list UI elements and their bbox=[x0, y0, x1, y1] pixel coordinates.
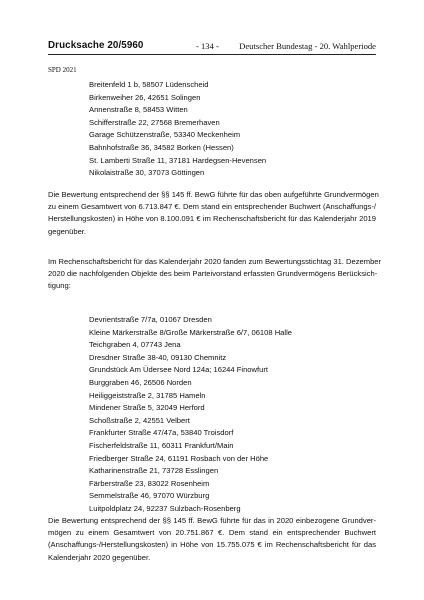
paragraph-line: zu einem Gesamtwert von 6.713.847 €. Dem stand ein entsprechender Buchwert (Anschaffungs-/ bbox=[48, 202, 376, 212]
address-list-2019 bbox=[89, 79, 266, 180]
party-year-label: SPD 2021 bbox=[48, 66, 77, 74]
paragraph-line: mögen zu einem Gesamtwert von 20.751.867 €. Dem stand ein entsprechender Buchwert bbox=[48, 528, 376, 538]
paragraph-line: Im Rechenschaftsbericht für das Kalenderjahr 2020 fanden zum Bewertungsstichtag 31. Dezember bbox=[48, 257, 382, 266]
address-item: Schoßstraße 2, 42551 Velbert bbox=[89, 415, 190, 425]
address-item: Breitenfeld 1 b, 58507 Lüdenscheid bbox=[89, 80, 209, 89]
address-item: Birkenweiher 26, 42651 Solingen bbox=[89, 92, 201, 102]
paragraph-line: Herstellungskosten) in Höhe von 8.100.091 € im Rechenschaftsbericht für das Kalenderjahr 2019 bbox=[48, 214, 376, 224]
doc-number: Drucksache 20/5960 bbox=[48, 40, 144, 51]
address-item: Annenstraße 8, 58453 Witten bbox=[89, 105, 188, 115]
address-item: Katharinenstraße 21, 73728 Esslingen bbox=[89, 466, 219, 476]
paragraph-line: Die Bewertung entsprechend der §§ 145 ff. BewG führte für das oben aufgeführte Grundvermögen bbox=[48, 190, 379, 199]
header-rule bbox=[48, 54, 376, 55]
address-item: Friedberger Straße 24, 61191 Rosbach von der Höhe bbox=[89, 453, 269, 463]
address-item: Färberstraße 23, 83022 Rosenheim bbox=[89, 478, 210, 488]
paragraph-line: tigung: bbox=[48, 281, 71, 291]
header-source: Deutscher Bundestag - 20. Wahlperiode bbox=[239, 41, 376, 51]
address-item: St. Lamberti Straße 11, 37181 Hardegsen-Hevensen bbox=[89, 155, 267, 165]
address-item: Mindener Straße 5, 32049 Herford bbox=[89, 403, 205, 413]
address-item: Schifferstraße 22, 27568 Bremerhaven bbox=[89, 117, 220, 127]
address-item: Devrientstraße 7/7a, 01067 Dresden bbox=[89, 315, 212, 324]
address-item: Heiliggeiststraße 2, 31785 Hameln bbox=[89, 390, 206, 400]
paragraph-line: (Anschaffungs-/Herstellungskosten) in Höhe von 15.755.075 € im Rechenschaftsbericht für das bbox=[48, 540, 376, 550]
address-item: Garage Schützenstraße, 53340 Meckenheim bbox=[89, 130, 241, 140]
valuation-paragraph-2019 bbox=[48, 189, 379, 238]
paragraph-line: gegenüber. bbox=[48, 226, 87, 236]
address-item: Luitpoldplatz 24, 92237 Sulzbach-Rosenberg bbox=[89, 503, 241, 513]
page-number: - 134 - bbox=[196, 41, 219, 51]
address-item: Fischerfeldstraße 11, 60311 Frankfurt/Main bbox=[89, 440, 234, 450]
paragraph-line: Die Bewertung entsprechend der §§ 145 ff. BewG führte für das in 2020 einbezogene Grundver- bbox=[48, 516, 376, 525]
page-header bbox=[48, 40, 376, 54]
intro-paragraph-2020 bbox=[48, 256, 382, 293]
address-item: Nikolaistraße 30, 37073 Göttingen bbox=[89, 168, 205, 178]
address-item: Grundstück Am Üdersee Nord 124a; 16244 Finowfurt bbox=[89, 365, 268, 375]
paragraph-line: Kalenderjahr 2020 gegenüber. bbox=[48, 552, 151, 562]
address-item: Teichgraben 4, 07743 Jena bbox=[89, 340, 181, 350]
address-list-2020 bbox=[89, 314, 292, 516]
address-item: Semmelstraße 46, 97070 Würzburg bbox=[89, 491, 210, 501]
paragraph-line: 2020 die nachfolgenden Objekte des beim Parteivorstand erfassten Grundvermögens Berücksich- bbox=[48, 269, 378, 279]
address-item: Dresdner Straße 38-40, 09130 Chemnitz bbox=[89, 352, 227, 362]
valuation-paragraph-2020 bbox=[48, 515, 376, 564]
address-item: Kleine Märkerstraße 8/Große Märkerstraße 6/7, 06108 Halle bbox=[89, 327, 293, 337]
address-item: Burggraben 46, 26506 Norden bbox=[89, 377, 192, 387]
address-item: Bahnhofstraße 36, 34582 Borken (Hessen) bbox=[89, 142, 234, 152]
address-item: Frankfurter Straße 47/47a, 53840 Troisdorf bbox=[89, 428, 234, 438]
